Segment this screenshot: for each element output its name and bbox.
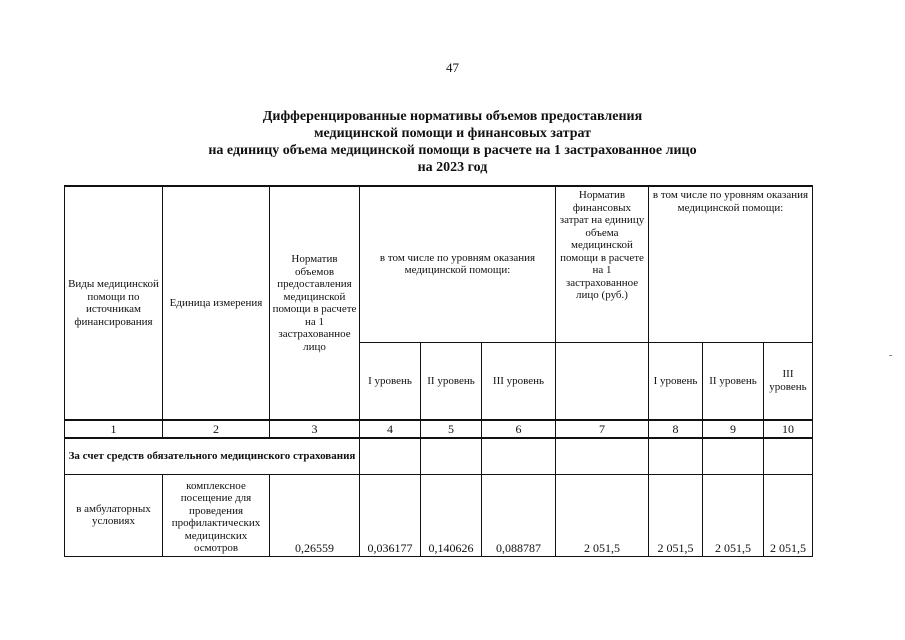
row-cost-level-1: 2 051,5 <box>649 474 703 556</box>
column-number: 6 <box>482 420 556 438</box>
document-title <box>0 108 905 176</box>
row-volume-level-3: 0,088787 <box>482 474 556 556</box>
row-volume-level-2: 0,140626 <box>421 474 482 556</box>
header-level-1: I уровень <box>360 342 421 420</box>
header-cost-level-1: I уровень <box>649 342 703 420</box>
column-number: 7 <box>556 420 649 438</box>
column-number: 1 <box>65 420 163 438</box>
column-number: 9 <box>703 420 764 438</box>
normatives-table <box>64 185 813 557</box>
column-number: 8 <box>649 420 703 438</box>
empty-cell <box>703 438 764 474</box>
title-line-3: на единицу объема медицинской помощи в расчете на 1 застрахованное лицо <box>208 143 697 158</box>
title-line-2: медицинской помощи и финансовых затрат <box>313 126 592 141</box>
empty-cell <box>360 438 421 474</box>
row-unit: комплексное посещение для проведения профилактических медицинских осмотров <box>163 474 270 556</box>
column-number: 3 <box>270 420 360 438</box>
row-care-type: в амбулаторных условиях <box>65 474 163 556</box>
table-row <box>65 474 813 556</box>
empty-cell <box>556 438 649 474</box>
header-volume-normative: Норматив объемов предоставления медицинской помощи в расчете на 1 застрахованное лицо <box>270 186 360 420</box>
row-cost-level-2: 2 051,5 <box>703 474 764 556</box>
empty-cell <box>764 438 813 474</box>
header-type-of-care: Виды медицинской помощи по источникам финансирования <box>65 186 163 420</box>
header-cost-normative: Норматив финансовых затрат на единицу объема медицинской помощи в расчете на 1 застрахованное лицо (руб.) <box>556 186 649 342</box>
header-volume-levels-group: в том числе по уровням оказания медицинской помощи: <box>360 186 556 342</box>
header-unit: Единица измерения <box>163 186 270 420</box>
column-number: 2 <box>163 420 270 438</box>
header-cost-level-3: III уровень <box>764 342 813 420</box>
header-level-3: III уровень <box>482 342 556 420</box>
header-cost-level-2: II уровень <box>703 342 764 420</box>
header-level-2: II уровень <box>421 342 482 420</box>
row-volume-level-1: 0,036177 <box>360 474 421 556</box>
title-line-4: на 2023 год <box>417 160 488 175</box>
empty-cell <box>482 438 556 474</box>
row-cost: 2 051,5 <box>556 474 649 556</box>
empty-cell <box>649 438 703 474</box>
row-volume: 0,26559 <box>270 474 360 556</box>
column-number: 4 <box>360 420 421 438</box>
page-number: 47 <box>446 60 459 75</box>
row-cost-level-3: 2 051,5 <box>764 474 813 556</box>
empty-cell <box>421 438 482 474</box>
header-cost-levels-group: в том числе по уровням оказания медицинской помощи: <box>649 186 813 342</box>
column-number: 5 <box>421 420 482 438</box>
header-cost-blank <box>556 342 649 420</box>
margin-mark: - <box>889 350 893 361</box>
column-number: 10 <box>764 420 813 438</box>
title-line-1: Дифференцированные нормативы объемов предоставления <box>262 109 643 124</box>
section-title: За счет средств обязательного медицинского страхования <box>65 438 360 474</box>
